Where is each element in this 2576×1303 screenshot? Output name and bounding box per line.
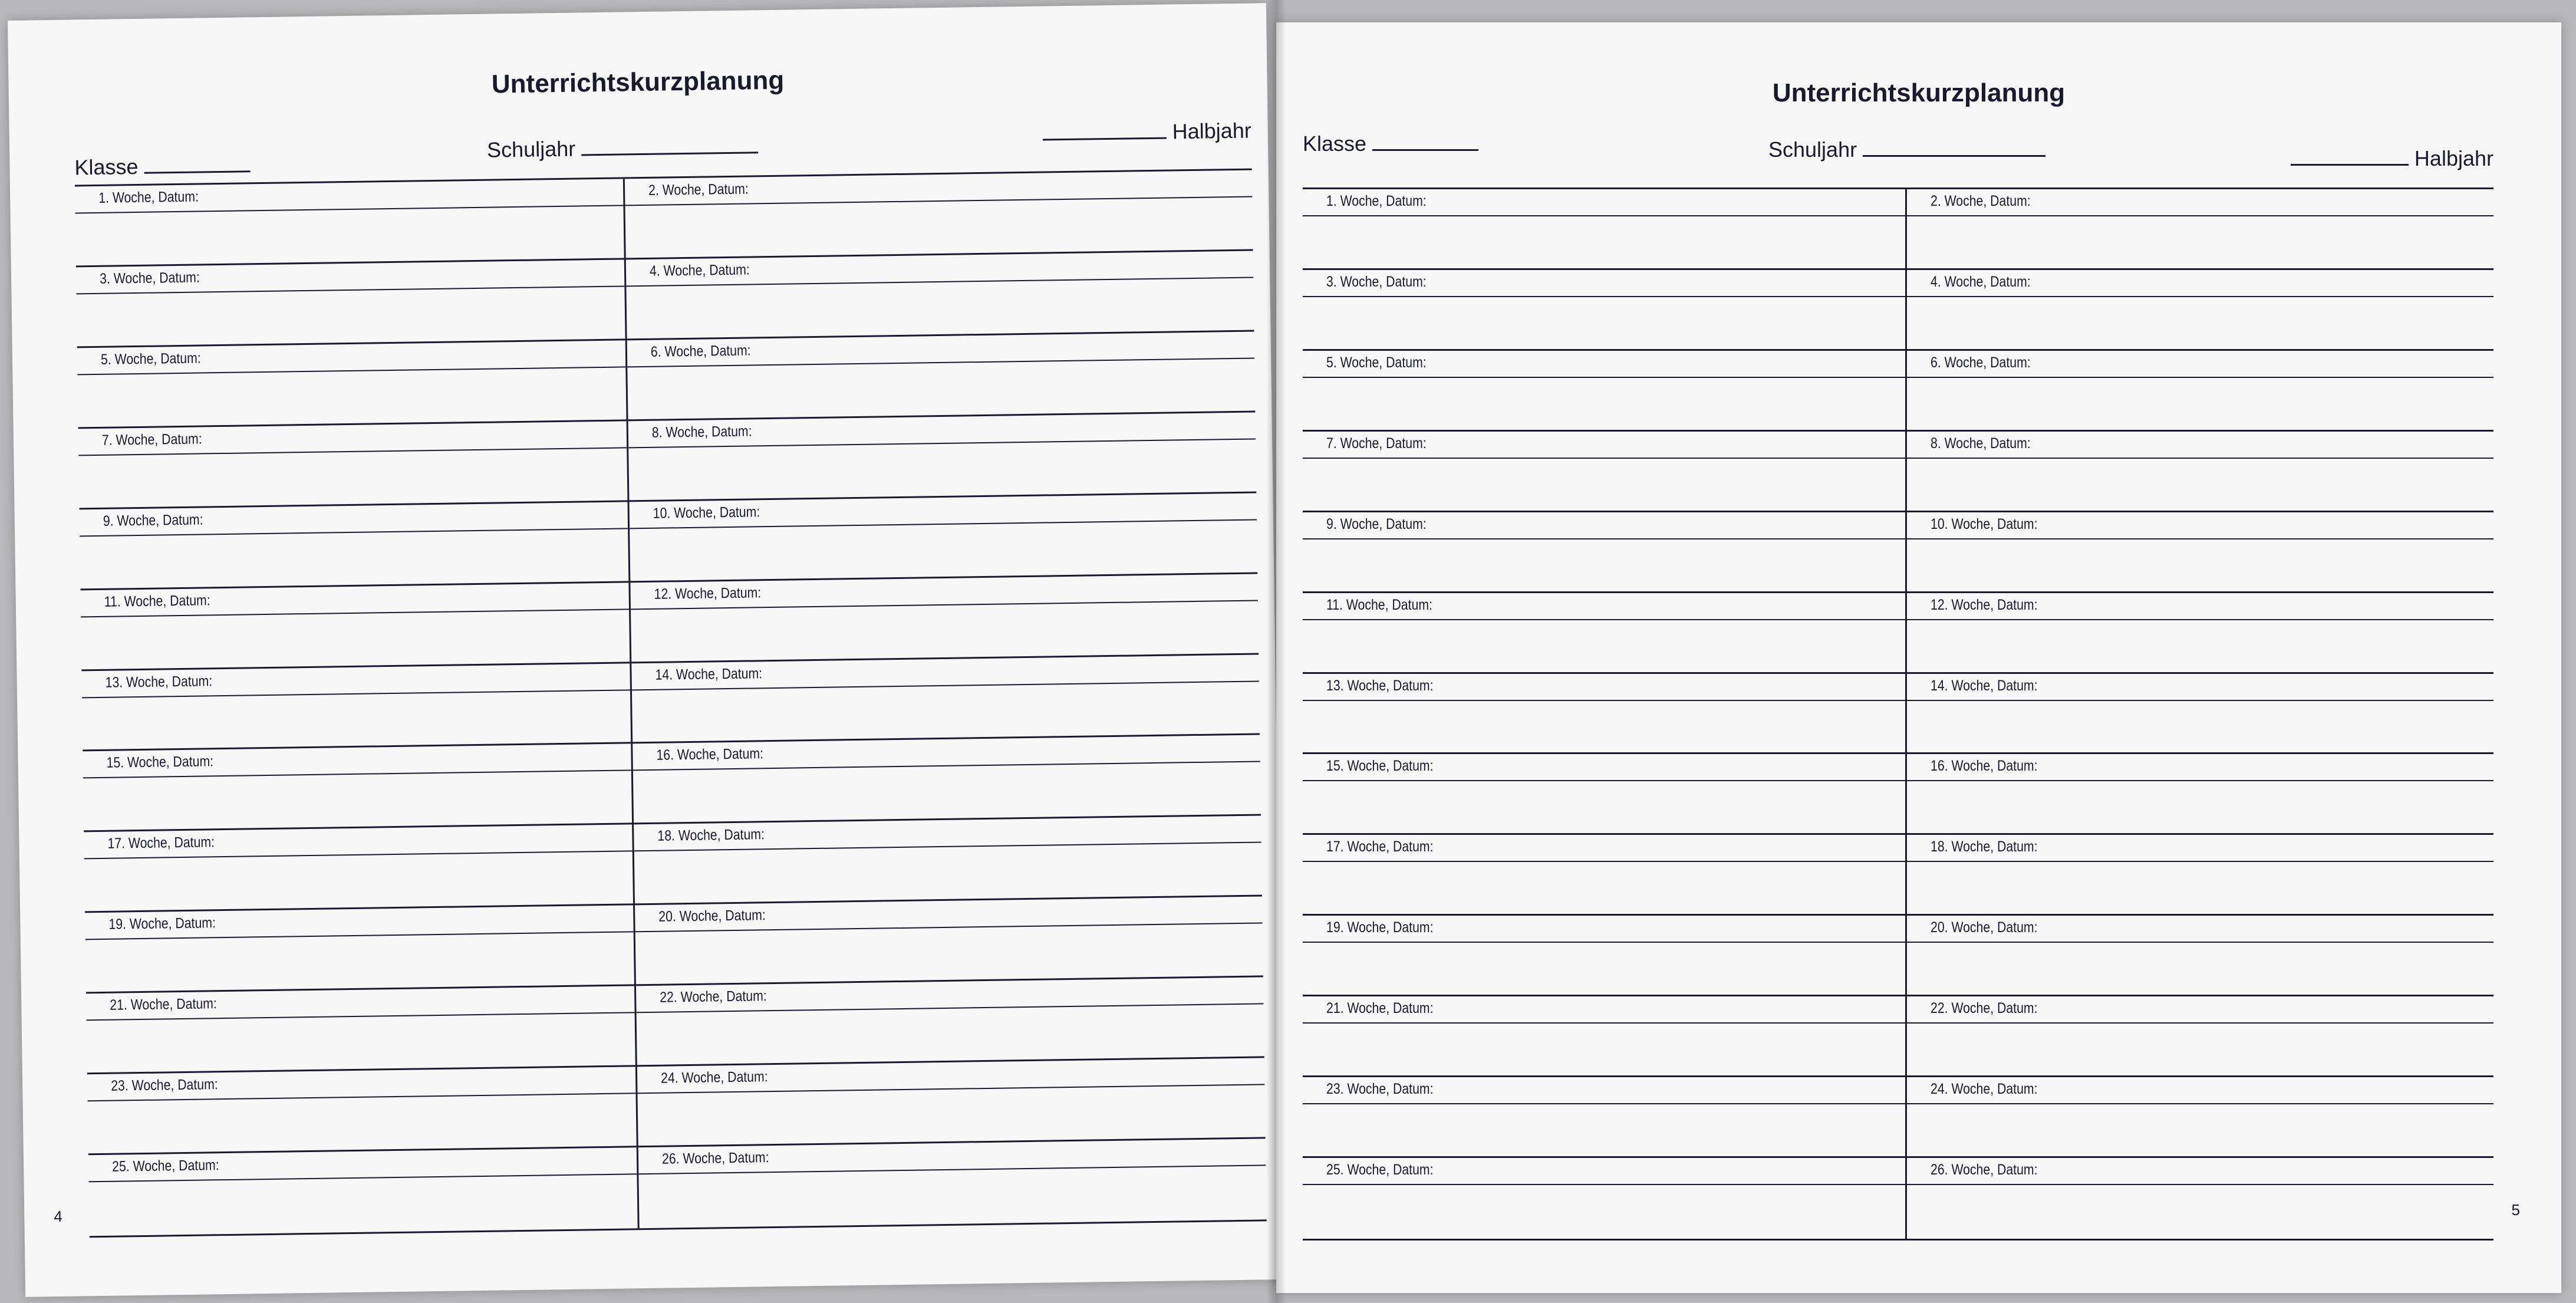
week-cell[interactable] xyxy=(88,1147,638,1236)
week-label: 15. Woche, Datum: xyxy=(1326,758,1434,775)
week-label-underline xyxy=(1303,1184,1905,1185)
week-label-underline xyxy=(1303,215,1905,216)
week-label: 16. Woche, Datum: xyxy=(1931,758,2038,775)
week-cell[interactable] xyxy=(87,1067,637,1155)
week-label: 3. Woche, Datum: xyxy=(99,269,200,287)
week-label-underline xyxy=(85,932,634,940)
week-label-underline xyxy=(1303,377,1905,378)
week-label: 19. Woche, Datum: xyxy=(108,914,216,933)
halbjahr-blank[interactable] xyxy=(2291,164,2409,166)
week-cell[interactable] xyxy=(1303,189,1905,270)
week-label-underline xyxy=(76,285,624,294)
week-cell[interactable] xyxy=(634,978,1264,1067)
week-label: 18. Woche, Datum: xyxy=(657,826,765,845)
week-label-underline xyxy=(84,851,633,860)
week-label: 24. Woche, Datum: xyxy=(1931,1081,2038,1098)
week-cell[interactable] xyxy=(625,331,1256,421)
week-cell[interactable] xyxy=(1905,1077,2493,1158)
week-label: 5. Woche, Datum: xyxy=(100,350,201,368)
week-label: 4. Woche, Datum: xyxy=(1931,273,2031,290)
schuljahr-field[interactable] xyxy=(487,134,759,162)
week-label-underline xyxy=(87,1012,635,1021)
week-label: 6. Woche, Datum: xyxy=(1931,354,2031,371)
week-label-underline xyxy=(1907,1184,2493,1185)
week-label: 15. Woche, Datum: xyxy=(106,753,214,772)
halbjahr-label: Halbjahr xyxy=(1172,118,1252,144)
page-title: Unterrichtskurzplanung xyxy=(1772,78,2066,107)
week-cell[interactable] xyxy=(630,654,1260,744)
week-cell[interactable] xyxy=(1303,593,1905,674)
week-cell[interactable] xyxy=(1303,1077,1905,1158)
halbjahr-field[interactable] xyxy=(1042,119,1251,146)
week-label: 11. Woche, Datum: xyxy=(1326,596,1432,613)
week-label-underline xyxy=(1907,458,2493,459)
week-label-underline xyxy=(1303,780,1905,781)
week-label-underline xyxy=(1303,1022,1905,1024)
week-label-underline xyxy=(1907,377,2493,378)
week-grid xyxy=(75,169,1267,1238)
week-label: 25. Woche, Datum: xyxy=(111,1157,219,1175)
week-label: 5. Woche, Datum: xyxy=(1326,354,1427,371)
week-label-underline xyxy=(83,770,631,779)
week-label-underline xyxy=(1907,215,2493,216)
week-cell[interactable] xyxy=(1303,835,1905,916)
week-label: 12. Woche, Datum: xyxy=(1931,596,2038,613)
schuljahr-blank[interactable] xyxy=(581,152,758,156)
week-cell[interactable] xyxy=(1905,270,2493,351)
week-cell[interactable] xyxy=(632,816,1262,906)
klasse-blank[interactable] xyxy=(1372,149,1478,151)
week-label: 9. Woche, Datum: xyxy=(103,511,203,529)
schuljahr-blank[interactable] xyxy=(1863,155,2045,157)
week-label: 23. Woche, Datum: xyxy=(1326,1081,1434,1098)
week-label: 26. Woche, Datum: xyxy=(661,1149,769,1167)
week-cell[interactable] xyxy=(1303,754,1905,835)
week-cell[interactable] xyxy=(1303,1158,1905,1239)
week-cell[interactable] xyxy=(1303,432,1905,512)
week-label: 3. Woche, Datum: xyxy=(1326,273,1427,290)
week-label-underline xyxy=(77,366,625,375)
week-cell[interactable] xyxy=(627,412,1257,502)
week-cell[interactable] xyxy=(1303,674,1905,755)
week-label: 12. Woche, Datum: xyxy=(654,584,762,603)
week-cell[interactable] xyxy=(1905,996,2493,1077)
klasse-field[interactable] xyxy=(74,153,251,180)
halbjahr-label: Halbjahr xyxy=(2414,146,2493,170)
week-label: 14. Woche, Datum: xyxy=(1931,677,2038,694)
week-label: 21. Woche, Datum: xyxy=(110,995,218,1014)
week-label-underline xyxy=(1303,861,1905,862)
week-label: 13. Woche, Datum: xyxy=(105,672,213,691)
week-cell[interactable] xyxy=(78,421,628,509)
week-cell[interactable] xyxy=(631,735,1261,825)
week-cell[interactable] xyxy=(1303,916,1905,996)
week-cell[interactable] xyxy=(1905,512,2493,593)
week-cell[interactable] xyxy=(1905,754,2493,835)
week-label-underline xyxy=(88,1173,637,1182)
week-grid xyxy=(1303,187,2493,1241)
week-cell[interactable] xyxy=(86,986,635,1075)
week-label: 8. Woche, Datum: xyxy=(1931,435,2031,452)
week-label: 2. Woche, Datum: xyxy=(648,180,749,199)
schuljahr-field[interactable] xyxy=(1768,137,2045,162)
week-label: 10. Woche, Datum: xyxy=(653,503,760,522)
week-label: 23. Woche, Datum: xyxy=(111,1076,218,1094)
schuljahr-label: Schuljahr xyxy=(1768,137,1857,162)
week-cell[interactable] xyxy=(83,744,632,833)
week-label-underline xyxy=(78,447,627,456)
week-label: 17. Woche, Datum: xyxy=(107,834,215,853)
page-number: 5 xyxy=(2511,1201,2520,1219)
week-label-underline xyxy=(81,608,629,617)
week-label-underline xyxy=(1907,861,2493,862)
week-label-underline xyxy=(1907,296,2493,297)
week-label: 7. Woche, Datum: xyxy=(1326,435,1427,452)
week-label: 20. Woche, Datum: xyxy=(658,907,766,926)
week-label: 1. Woche, Datum: xyxy=(1326,193,1427,209)
week-label: 1. Woche, Datum: xyxy=(98,188,199,206)
week-cell[interactable] xyxy=(1303,351,1905,432)
week-label-underline xyxy=(1907,1022,2493,1024)
week-label-underline xyxy=(1303,296,1905,297)
week-cell[interactable] xyxy=(1303,996,1905,1077)
week-cell[interactable] xyxy=(1905,674,2493,755)
week-cell[interactable] xyxy=(75,179,624,267)
week-label-underline xyxy=(75,205,624,213)
week-label-underline xyxy=(1907,942,2493,943)
week-label-underline xyxy=(1907,619,2493,620)
week-label-underline xyxy=(1907,1103,2493,1104)
week-cell[interactable] xyxy=(1905,432,2493,512)
right-page xyxy=(1276,22,2561,1293)
week-cell[interactable] xyxy=(80,583,630,671)
schuljahr-label: Schuljahr xyxy=(486,136,576,162)
week-label: 4. Woche, Datum: xyxy=(649,261,750,279)
week-label: 10. Woche, Datum: xyxy=(1931,515,2038,532)
week-label: 11. Woche, Datum: xyxy=(104,591,210,610)
klasse-label: Klasse xyxy=(74,154,139,180)
week-label-underline xyxy=(88,1093,636,1101)
week-cell[interactable] xyxy=(1905,916,2493,996)
week-label: 14. Woche, Datum: xyxy=(655,664,763,683)
week-label-underline xyxy=(1303,1103,1905,1104)
week-cell[interactable] xyxy=(624,251,1254,340)
book-gutter xyxy=(1266,0,1286,1303)
week-cell[interactable] xyxy=(84,825,633,913)
week-label: 13. Woche, Datum: xyxy=(1326,677,1434,694)
week-label: 6. Woche, Datum: xyxy=(650,342,751,360)
week-cell[interactable] xyxy=(77,340,627,429)
week-label: 2. Woche, Datum: xyxy=(1931,193,2031,209)
klasse-field[interactable] xyxy=(1303,131,1478,156)
week-cell[interactable] xyxy=(1905,351,2493,432)
week-label: 22. Woche, Datum: xyxy=(660,988,767,1006)
week-cell[interactable] xyxy=(637,1139,1267,1228)
week-cell[interactable] xyxy=(627,493,1257,583)
week-label-underline xyxy=(1907,538,2493,539)
week-cell[interactable] xyxy=(1905,835,2493,916)
week-cell[interactable] xyxy=(76,259,625,348)
week-label-underline xyxy=(1303,458,1905,459)
week-cell[interactable] xyxy=(1303,270,1905,351)
week-label: 26. Woche, Datum: xyxy=(1931,1161,2038,1179)
week-label-underline xyxy=(82,689,630,698)
week-label: 9. Woche, Datum: xyxy=(1326,515,1427,532)
week-label: 16. Woche, Datum: xyxy=(656,745,764,764)
week-cell[interactable] xyxy=(1905,593,2493,674)
week-cell[interactable] xyxy=(85,906,634,994)
week-label-underline xyxy=(80,528,628,537)
week-cell[interactable] xyxy=(633,897,1263,986)
week-label: 8. Woche, Datum: xyxy=(651,423,752,441)
page-title: Unterrichtskurzplanung xyxy=(491,65,785,99)
left-page xyxy=(8,3,1284,1297)
week-label-underline xyxy=(1907,780,2493,781)
week-label-underline xyxy=(1907,700,2493,701)
week-label: 24. Woche, Datum: xyxy=(660,1068,768,1087)
week-label-underline xyxy=(1303,942,1905,943)
week-label: 21. Woche, Datum: xyxy=(1326,1000,1434,1017)
halbjahr-blank[interactable] xyxy=(1043,137,1167,141)
week-cell[interactable] xyxy=(635,1058,1266,1148)
halbjahr-field[interactable] xyxy=(2291,146,2493,171)
week-cell[interactable] xyxy=(1905,189,2493,270)
week-cell[interactable] xyxy=(81,663,631,752)
week-cell[interactable] xyxy=(1303,512,1905,593)
week-label: 17. Woche, Datum: xyxy=(1326,838,1434,855)
week-label: 19. Woche, Datum: xyxy=(1326,919,1434,936)
week-label: 18. Woche, Datum: xyxy=(1931,838,2038,855)
week-label: 22. Woche, Datum: xyxy=(1931,1000,2038,1017)
week-cell[interactable] xyxy=(80,502,629,590)
page-number: 4 xyxy=(54,1207,62,1226)
week-label: 20. Woche, Datum: xyxy=(1931,919,2038,936)
klasse-label: Klasse xyxy=(1303,131,1367,156)
klasse-blank[interactable] xyxy=(144,170,251,174)
week-label-underline xyxy=(1303,619,1905,620)
week-cell[interactable] xyxy=(623,170,1253,260)
week-label-underline xyxy=(1303,538,1905,539)
week-cell[interactable] xyxy=(1905,1158,2493,1239)
week-label-underline xyxy=(1303,700,1905,701)
week-cell[interactable] xyxy=(628,574,1259,663)
week-label: 25. Woche, Datum: xyxy=(1326,1161,1434,1179)
week-label: 7. Woche, Datum: xyxy=(101,430,202,449)
